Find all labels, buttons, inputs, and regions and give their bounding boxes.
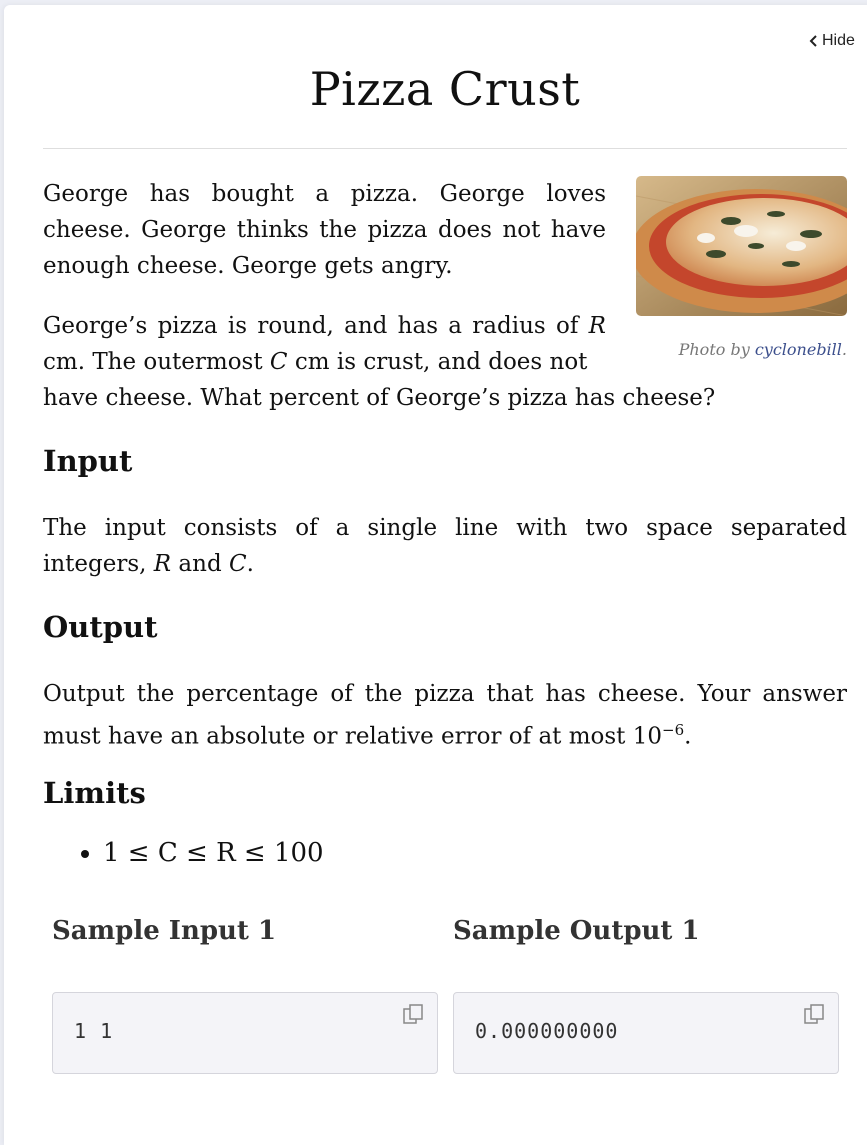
sample-input-box <box>52 992 438 1074</box>
hide-link[interactable] <box>809 32 855 50</box>
sample-output-heading: Sample Output 1 <box>453 916 700 946</box>
input-text-c: . <box>246 551 254 577</box>
output-text-a: Output the percentage of the pizza that has cheese. Your answer must have an absolute or relative error of at most <box>43 681 847 750</box>
input-heading: Input <box>43 444 133 478</box>
input-description <box>43 510 847 582</box>
math-C: C <box>269 349 288 375</box>
math-exponent: −6 <box>662 721 685 739</box>
title-divider <box>43 148 847 149</box>
limits-item: • 1 ≤ C ≤ R ≤ 100 <box>103 838 324 868</box>
chevron-left-icon <box>809 35 819 47</box>
sample-output-box <box>453 992 839 1074</box>
caption-prefix: Photo by <box>678 340 755 359</box>
p2-text-d: have cheese. What percent of George’s pizza has cheese? <box>43 385 716 411</box>
sample-input-value: 1 1 <box>74 1019 114 1043</box>
hide-label: Hide <box>822 32 855 49</box>
input-text-a: The input consists of a single line with two space separated integers, <box>43 515 847 577</box>
page-title: Pizza Crust <box>309 62 581 116</box>
caption-link[interactable]: cyclonebill <box>754 340 842 359</box>
p2-text-c: cm is crust, and does not <box>287 349 588 375</box>
p2-text-a: George’s pizza is round, and has a radius of <box>43 313 589 339</box>
statement-paragraph-1: George has bought a pizza. George loves cheese. George thinks the pizza does not have enough cheese. George gets angry. <box>43 181 606 279</box>
sample-output-value: 0.000000000 <box>475 1019 619 1043</box>
input-text-b: and <box>171 551 229 577</box>
statement-paragraph-2 <box>43 308 847 416</box>
pizza-photo <box>636 176 847 316</box>
math-C: C <box>228 551 247 577</box>
output-heading: Output <box>43 610 158 644</box>
math-R: R <box>588 313 606 339</box>
caption-suffix: . <box>841 340 847 359</box>
limits-list <box>43 838 324 868</box>
math-R: R <box>153 551 172 577</box>
output-description <box>43 676 847 755</box>
p2-text-b: cm. The outermost <box>43 349 270 375</box>
limits-heading: Limits <box>43 776 146 810</box>
copy-icon[interactable] <box>802 1003 826 1027</box>
copy-icon[interactable] <box>401 1003 425 1027</box>
sample-input-heading: Sample Input 1 <box>52 916 277 946</box>
output-text-b: . <box>684 723 692 750</box>
math-base: 10 <box>632 723 663 750</box>
